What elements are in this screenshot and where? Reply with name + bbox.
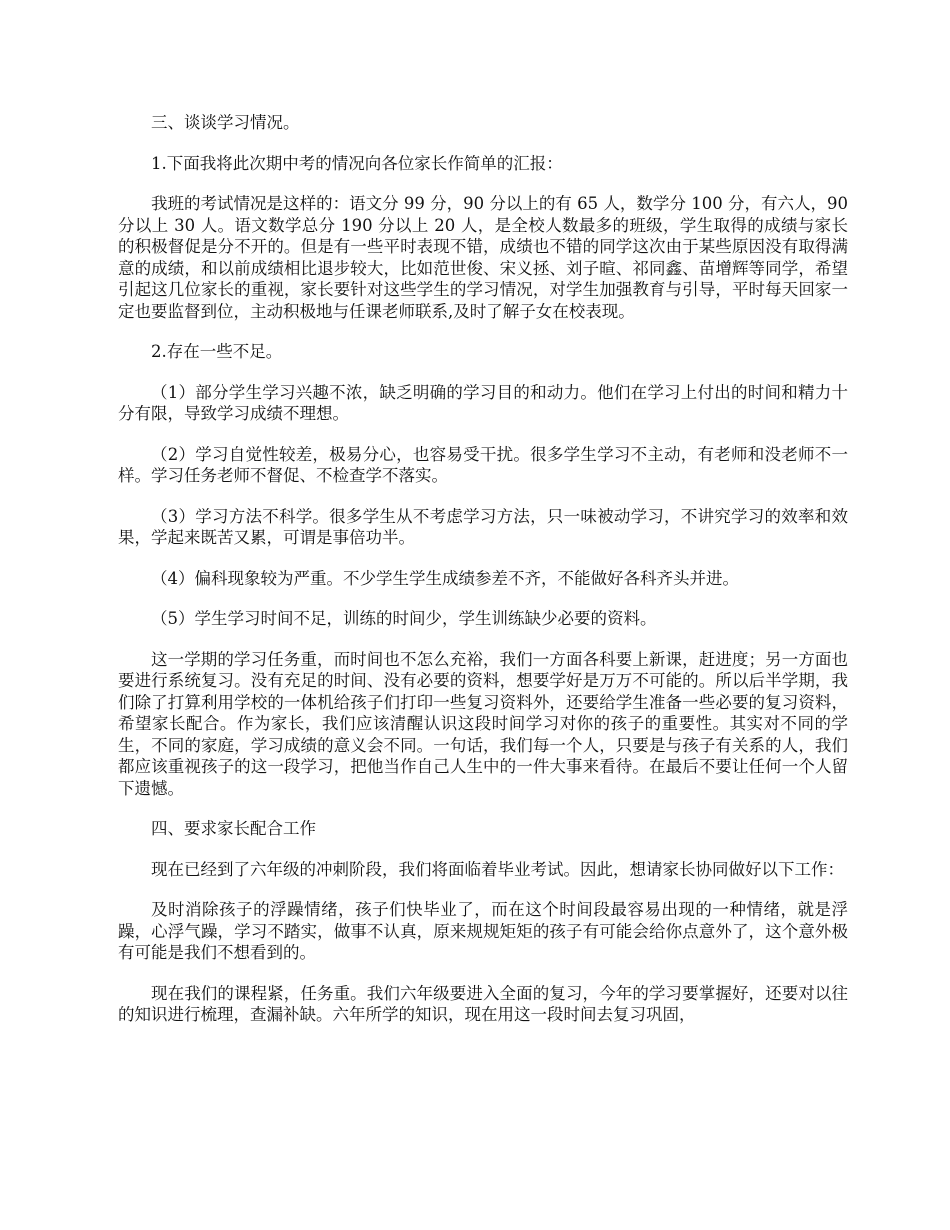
list-item-shortcoming-5: （5）学生学习时间不足，训练的时间少，学生训练缺少必要的资料。 xyxy=(151,609,657,628)
section-heading-parent-cooperation: 四、要求家长配合工作 xyxy=(151,819,316,838)
document-page xyxy=(118,112,848,1045)
paragraph-review-plan: 现在我们的课程紧，任务重。我们六年级要进入全面的复习，今年的学习要掌握好，还要对以往的知识进行梳理，查漏补缺。六年所学的知识，现在用这一段时间去复习巩固， xyxy=(118,983,848,1024)
subheading-shortcomings: 2.存在一些不足。 xyxy=(151,342,283,361)
paragraph-exam-results: 我班的考试情况是这样的：语文分 99 分，90 分以上的有 65 人，数学分 100 分，有六人，90 分以上 30 人。语文数学总分 190 分以上 20 人，是全校人数最多的班级，学生取得的成绩与家长的积极督促是分不开的。但是有一些平时表现不错，成绩也不错的同学这次由于某些原因没有取得满意的成绩，和以前成绩相比退步较大，比如范世俊、宋义拯、刘子暄、祁同鑫、苗增辉等同学，希望引起这几位家长的重视，家长要针对这些学生的学习情况，对学生加强教育与引导，平时每天回家一定也要监督到位，主动积极地与任课老师联系,及时了解子女在校表现。 xyxy=(118,194,848,321)
list-item-shortcoming-4: （4）偏科现象较为严重。不少学生学生成绩参差不齐，不能做好各科齐头并进。 xyxy=(151,568,739,588)
subheading-exam-report: 1.下面我将此次期中考的情况向各位家长作简单的汇报： xyxy=(151,153,563,173)
section-heading-study: 三、谈谈学习情况。 xyxy=(151,113,300,132)
paragraph-semester-tasks: 这一学期的学习任务重，而时间也不怎么充裕，我们一方面各科要上新课，赶进度；另一方面也要进行系统复习。没有充足的时间、没有必要的资料，想要学好是万万不可能的。所以后半学期，我们除了打算利用学校的一体机给孩子们打印一些复习资料外，还要给学生准备一些必要的复习资料，希望家长配合。作为家长，我们应该清醒认识这段时间学习对你的孩子的重要性。其实对不同的学生，不同的家庭，学习成绩的意义会不同。一句话，我们每一个人，只要是与孩子有关系的人，我们都应该重视孩子的这一段学习，把他当作自己人生中的一件大事来看待。在最后不要让任何一个人留下遗憾。 xyxy=(118,649,848,798)
list-item-shortcoming-2: （2）学习自觉性较差，极易分心，也容易受干扰。很多学生学习不主动，有老师和没老师不一样。学习任务老师不督促、不检查学不落实。 xyxy=(118,444,848,485)
paragraph-impatience: 及时消除孩子的浮躁情绪，孩子们快毕业了，而在这个时间段最容易出现的一种情绪，就是浮躁，心浮气躁，学习不踏实，做事不认真，原来规规矩矩的孩子有可能会给你点意外了，这个意外极有可能是我们不想看到的。 xyxy=(118,900,848,962)
list-item-shortcoming-1: （1）部分学生学习兴趣不浓，缺乏明确的学习目的和动力。他们在学习上付出的时间和精力十分有限，导致学习成绩不理想。 xyxy=(118,382,848,423)
paragraph-graduation-sprint: 现在已经到了六年级的冲刺阶段，我们将面临着毕业考试。因此，想请家长协同做好以下工作： xyxy=(151,859,844,879)
list-item-shortcoming-3: （3）学习方法不科学。很多学生从不考虑学习方法，只一味被动学习，不讲究学习的效率和效果，学起来既苦又累，可谓是事倍功半。 xyxy=(118,506,848,547)
